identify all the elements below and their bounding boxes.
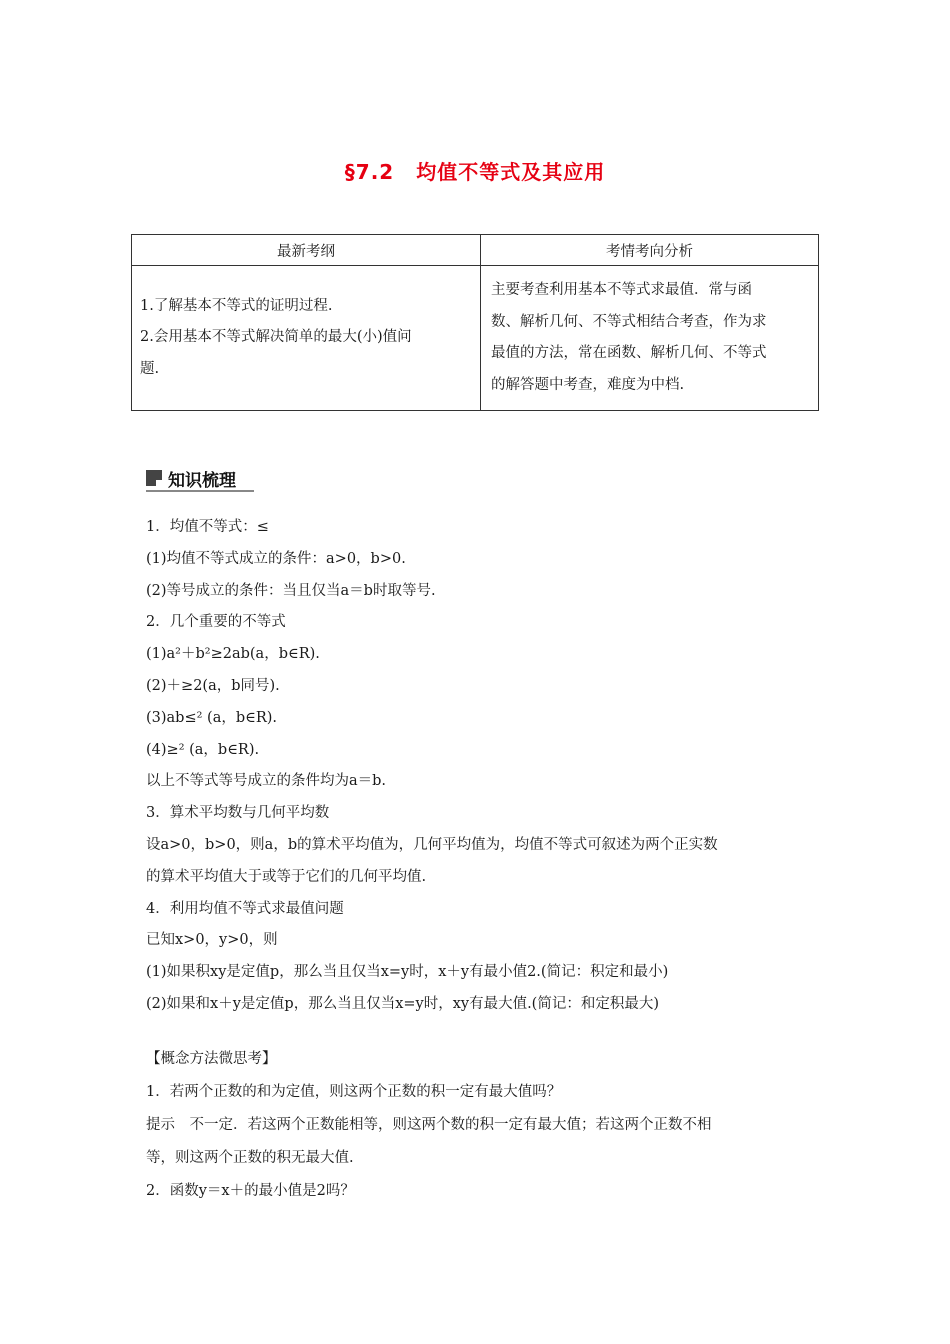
knowledge-line: (1)a²＋b²≥2ab(a，b∈R).	[146, 646, 320, 663]
thinking-line: 1．若两个正数的和为定值，则这两个正数的积一定有最大值吗？	[146, 1084, 562, 1100]
knowledge-line: 3．算术平均数与几何平均数	[146, 805, 330, 822]
outline-col2-header: 考情考向分析	[481, 235, 819, 266]
knowledge-line: 4．利用均值不等式求最值问题	[146, 900, 344, 917]
knowledge-line: 的算术平均值大于或等于它们的几何平均值.	[146, 868, 427, 885]
thinking-section	[146, 1043, 816, 1208]
knowledge-line: 以上不等式等号成立的条件均为a＝b.	[146, 773, 387, 790]
thinking-line: 2．函数y＝x＋的最小值是2吗？	[146, 1183, 355, 1199]
knowledge-line: 设a>0，b>0，则a，b的算术平均值为，几何平均值为，均值不等式可叙述为两个正实数	[146, 836, 718, 853]
exam-outline-table	[131, 234, 819, 411]
section-title: 均值不等式及其应用	[416, 160, 606, 184]
knowledge-line: (2)如果和x＋y是定值p，那么当且仅当x=y时，xy有最大值.(简记：和定积最大)	[146, 995, 659, 1012]
knowledge-line: (2)等号成立的条件：当且仅当a＝b时取等号.	[146, 582, 436, 599]
outline-col1-cell	[132, 266, 481, 411]
outline-col2-line: 数、解析几何、不等式相结合考查，作为求	[491, 313, 767, 330]
section-number: §7.2	[344, 160, 395, 184]
outline-col2-line: 主要考查利用基本不等式求最值．常与函	[491, 282, 752, 298]
thinking-line: 提示 不一定．若这两个正数能相等，则这两个数的积一定有最大值；若这两个正数不相	[146, 1117, 712, 1133]
page-title	[0, 156, 950, 185]
knowledge-line: (2)＋≥2(a，b同号).	[146, 677, 280, 694]
outline-col2-line: 最值的方法，常在函数、解析几何、不等式	[491, 345, 767, 361]
knowledge-line: 2．几个重要的不等式	[146, 614, 286, 631]
knowledge-line: (3)ab≤² (a，b∈R).	[146, 709, 278, 726]
thinking-line: 等，则这两个正数的积无最大值.	[146, 1150, 354, 1166]
outline-col2-line: 的解答题中考查，难度为中档.	[491, 376, 685, 393]
knowledge-body	[146, 512, 816, 1021]
outline-col1-header: 最新考纲	[132, 235, 481, 266]
knowledge-section-heading	[146, 466, 254, 492]
knowledge-line: (1)如果积xy是定值p，那么当且仅当x=y时，x＋y有最小值2.(简记：积定和最小)	[146, 964, 669, 981]
knowledge-line: (1)均值不等式成立的条件：a>0，b>0.	[146, 550, 406, 567]
section-square-icon	[146, 470, 162, 486]
outline-col1-line: 1.了解基本不等式的证明过程.	[140, 297, 333, 314]
outline-col1-line: 2.会用基本不等式解决简单的最大(小)值问	[140, 329, 412, 346]
knowledge-line: 已知x>0，y>0，则	[146, 932, 278, 949]
knowledge-line: 1．均值不等式：≤	[146, 519, 269, 535]
knowledge-heading-text: 知识梳理	[168, 471, 236, 491]
knowledge-line: (4)≥² (a，b∈R).	[146, 741, 260, 758]
outline-col1-line: 题.	[140, 360, 160, 377]
thinking-heading: 【概念方法微思考】	[146, 1051, 277, 1067]
outline-col2-cell	[481, 266, 819, 411]
